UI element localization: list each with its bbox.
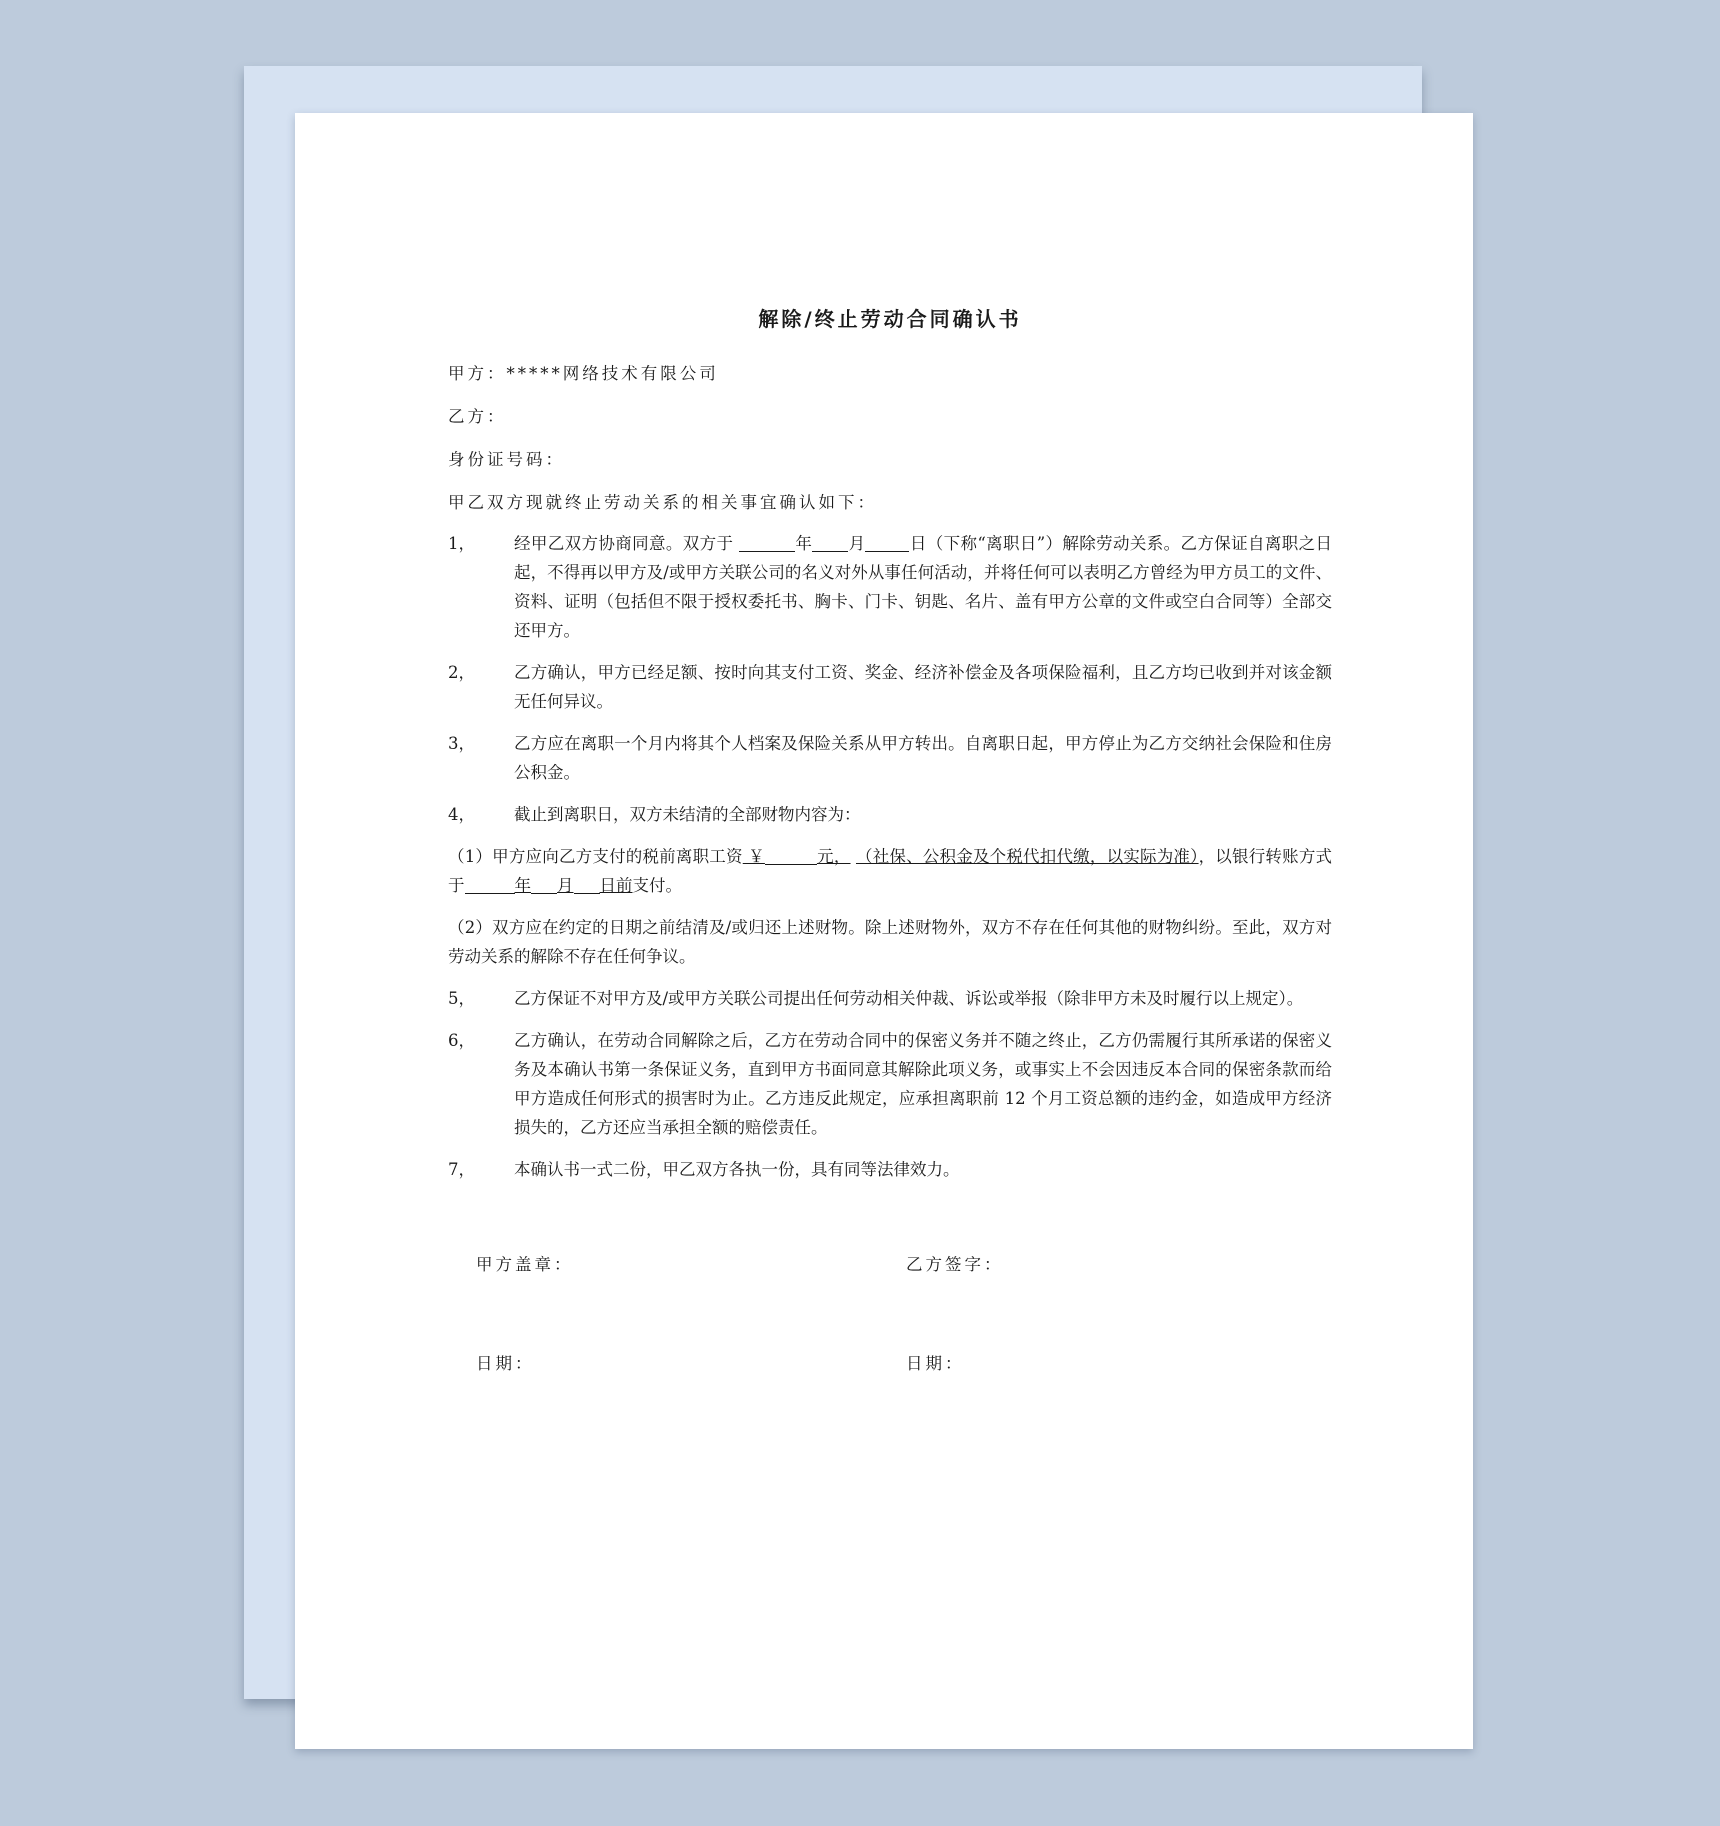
term-number: 7， bbox=[448, 1160, 475, 1179]
term-text: 乙方确认，甲方已经足额、按时向其支付工资、奖金、经济补偿金及各项保险福利，且乙方均已收到并对该金额无任何异议。 bbox=[514, 663, 1332, 711]
document-title: 解除/终止劳动合同确认书 bbox=[758, 307, 1022, 331]
party-a-line: 甲方：*****网络技术有限公司 bbox=[448, 364, 719, 383]
sub-text: （1）甲方应向乙方支付的税前离职工资 bbox=[448, 847, 743, 866]
party-a-seal-label: 甲方盖章： bbox=[476, 1255, 574, 1274]
pay-year-blank bbox=[465, 875, 515, 894]
term-text: 乙方保证不对甲方及/或甲方关联公司提出任何劳动相关仲裁、诉讼或举报（除非甲方未及时履行以上规定）。 bbox=[514, 989, 1304, 1008]
pay-year-label: 年 bbox=[514, 876, 531, 895]
term-item-2 bbox=[448, 658, 1332, 716]
term-text: 乙方确认，在劳动合同解除之后，乙方在劳动合同中的保密义务并不随之终止，乙方仍需履行其所承诺的保密义务及本确认书第一条保证义务，直到甲方书面同意其解除此项义务，或事实上不会因违反本合同的保密条款而给甲方造成任何形式的损害时为止。乙方违反此规定，应承担离职前 12 个月工资总额的违约金，如造成甲方经济损失的，乙方还应当承担全额的赔偿责任。 bbox=[514, 1031, 1332, 1137]
year-blank bbox=[739, 533, 795, 552]
sub-item-1 bbox=[448, 842, 1332, 900]
term-item-7 bbox=[448, 1155, 1332, 1184]
term-item-1 bbox=[448, 529, 1332, 645]
term-number: 6， bbox=[448, 1031, 475, 1050]
salary-note: （社保、公积金及个税代扣代缴，以实际为准） bbox=[855, 847, 1199, 866]
term-number: 4， bbox=[448, 805, 475, 824]
intro-line: 甲乙双方现就终止劳动关系的相关事宜确认如下： bbox=[448, 493, 877, 512]
pay-month-blank bbox=[531, 875, 557, 894]
pay-day-blank bbox=[574, 875, 600, 894]
salary-unit: 元， bbox=[816, 847, 851, 866]
term-number: 5， bbox=[448, 989, 475, 1008]
pay-day-label: 日前 bbox=[599, 876, 633, 895]
year-label: 年 bbox=[794, 534, 813, 553]
term-text: 乙方应在离职一个月内将其个人档案及保险关系从甲方转出。自离职日起，甲方停止为乙方交纳社会保险和住房公积金。 bbox=[514, 734, 1332, 782]
salary-currency: ￥ bbox=[742, 847, 765, 866]
pay-month-label: 月 bbox=[557, 876, 574, 895]
term-number: 1， bbox=[448, 534, 475, 553]
day-blank bbox=[865, 533, 909, 552]
month-blank bbox=[812, 533, 848, 552]
term-number: 3， bbox=[448, 734, 475, 753]
party-b-sign-label: 乙方签字： bbox=[906, 1255, 1004, 1274]
terms-list bbox=[448, 529, 1332, 1197]
month-label: 月 bbox=[848, 534, 866, 553]
party-a-date-label: 日期： bbox=[476, 1354, 535, 1373]
term-item-4 bbox=[448, 800, 1332, 829]
term-text-part: 日（下称“离职日”）解除劳动关系。乙方保证自离职之日起，不得再以甲方及/或甲方关联公司的名义对外从事任何活动，并将任何可以表明乙方曾经为甲方员工的文件、资料、证明（包括但不限于授权委托书、胸卡、门卡、钥匙、名片、盖有甲方公章的文件或空白合同等）全部交还甲方。 bbox=[514, 534, 1333, 640]
term-item-5 bbox=[448, 984, 1332, 1013]
term-text-part: 经甲乙双方协商同意。双方于 bbox=[514, 534, 739, 553]
document-page bbox=[295, 113, 1473, 1749]
term-text bbox=[514, 529, 1332, 645]
term-text: 本确认书一式二份，甲乙双方各执一份，具有同等法律效力。 bbox=[514, 1160, 960, 1179]
term-item-3 bbox=[448, 729, 1332, 787]
term-item-6 bbox=[448, 1026, 1332, 1142]
term-text: 截止到离职日，双方未结清的全部财物内容为： bbox=[514, 805, 861, 824]
sub-text: 支付。 bbox=[632, 876, 682, 895]
party-b-date-label: 日期： bbox=[906, 1354, 965, 1373]
salary-blank bbox=[765, 846, 817, 865]
term-number: 2， bbox=[448, 663, 475, 682]
sub-item-2: （2）双方应在约定的日期之前结清及/或归还上述财物。除上述财物外，双方不存在任何其他的财物纠纷。至此，双方对劳动关系的解除不存在任何争议。 bbox=[448, 918, 1332, 966]
party-b-line: 乙方： bbox=[448, 407, 507, 426]
sub-text: ，以银行转账方式于 bbox=[448, 847, 1333, 895]
id-number-line: 身份证号码： bbox=[448, 450, 565, 469]
